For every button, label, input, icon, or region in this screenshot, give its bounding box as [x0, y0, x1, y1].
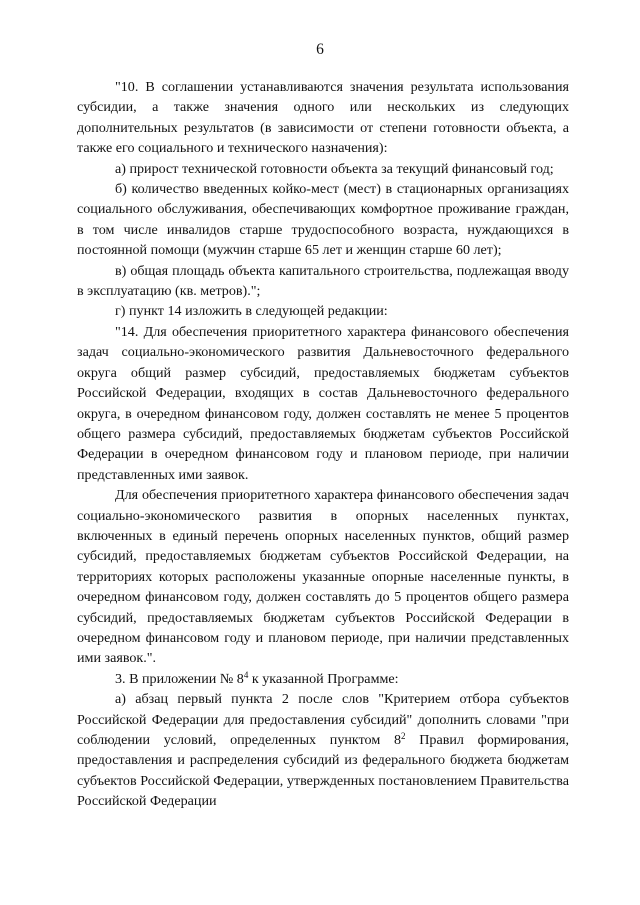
paragraph-3-text: 3. В приложении № 8	[115, 670, 244, 687]
paragraph-3-sub-a-text: а) абзац первый пункта 2 после слов "Критерием отбора субъектов Российской Федерации для предоставления субсидий" дополнить словами "при соблюдении условий, определенных пунктом 8	[77, 691, 569, 748]
paragraph-sub-b: б) количество введенных койко-мест (мест) в стационарных организациях социального обслуживания, обеспечивающих комфортное проживание граждан, в том числе инвалидов старше трудоспособного возраста, нуждающихся в постоянной помощи (мужчин старше 65 лет и женщин старше 60 лет);	[77, 181, 569, 259]
paragraph-sub-v: в) общая площадь объекта капитального строительства, подлежащая вводу в эксплуатацию (кв. метров).";	[77, 262, 569, 300]
document-body	[77, 77, 569, 812]
paragraph-3-sub-a-text-end: Правил формирования, предоставления и распределения субсидий из федерального бюджета бюджетам субъектов Российской Федерации, утвержденных постановлением Правительства Российской Федерации	[77, 732, 570, 810]
paragraph-3-text-end: к указанной Программе:	[248, 670, 399, 687]
paragraph-sub-g: г) пункт 14 изложить в следующей редакции:	[115, 303, 388, 320]
paragraph-3-sub-a-superscript: 2	[401, 731, 406, 741]
paragraph-3	[77, 669, 569, 689]
paragraph-14-second: Для обеспечения приоритетного характера финансового обеспечения задач социально-экономического развития в опорных населенных пунктах, включенных в единый перечень опорных населенных пунктов, общий размер субсидий, предоставляемых бюджетам субъектов Российской Федерации, на территориях которых расположены указанные опорные населенные пункты, в очередном финансовом году, должен составлять до 5 процентов общего размера субсидий, предоставляемых бюджетам субъектов Российской Федерации в очередном финансовом году и плановом периоде, при наличии представленных ими заявок.".	[77, 487, 569, 667]
page-number: 6	[316, 41, 324, 58]
paragraph-10: "10. В соглашении устанавливаются значения результата использования субсидии, а также значения одного или нескольких из следующих дополнительных результатов (в зависимости от степени готовности объекта, а также его социального и технического назначения):	[77, 79, 569, 157]
paragraph-sub-a: а) прирост технической готовности объекта за текущий финансовый год;	[115, 160, 554, 177]
paragraph-3-superscript: 4	[243, 669, 249, 680]
paragraph-3-sub-a	[77, 689, 569, 811]
paragraph-14: "14. Для обеспечения приоритетного характера финансового обеспечения задач социально-экономического развития Дальневосточного федерального округа общий размер субсидий, предоставляемых бюджетам субъектов Российской Федерации, входящих в состав Дальневосточного федерального округа, в очередном финансовом году, должен составлять не менее 5 процентов общего размера субсидий, предоставляемых бюджетам субъектов Российской Федерации в очередном финансовом году и плановом периоде, при наличии представленных ими заявок.	[77, 323, 569, 483]
